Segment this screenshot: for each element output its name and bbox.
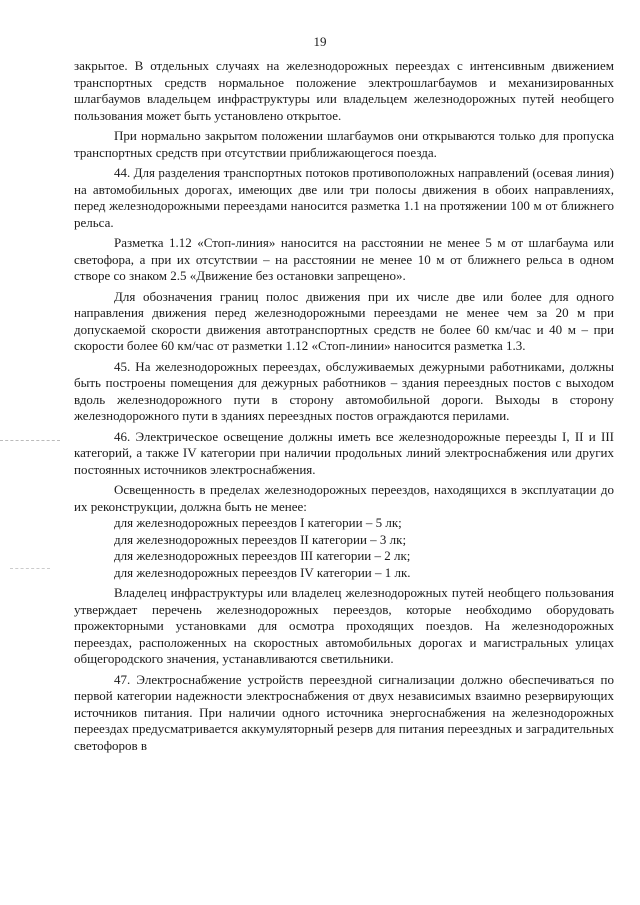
list-item: для железнодорожных переездов II категории – 3 лк; [114, 531, 407, 547]
paragraph: При нормально закрытом положении шлагбаумов они открываются только для пропуска транспортных средств при отсутствии приближающегося поезда. [74, 128, 614, 160]
paragraph: 44. Для разделения транспортных потоков противоположных направлений (осевая линия) на автомобильных дорогах, имеющих две или три полосы движения в обоих направлениях, перед железнодорожными переездами наносится разметка 1.1 на протяжении 100 м от ближнего рельса. [74, 165, 614, 230]
paragraph: 45. На железнодорожных переездах, обслуживаемых дежурными работниками, должны быть построены помещения для дежурных работников – здания переездных постов с выходом вдоль железнодорожного пути в сторону автомобильной дороги. Выходы в сторону железнодорожного пути в зданиях переездных постов ограждаются перилами. [74, 358, 614, 423]
margin-mark [0, 440, 60, 442]
paragraph: 47. Электроснабжение устройств переездной сигнализации должно обеспечиваться по первой категории надежности электроснабжения от двух независимых взаимно резервирующих источников питания. При наличии одного источника энергоснабжения на железнодорожных переездах предусматривается аккумуляторный резерв для питания переездных и заградительных светофоров в [74, 671, 614, 753]
list-item: для железнодорожных переездов IV категории – 1 лк. [114, 564, 411, 580]
paragraph: Владелец инфраструктуры или владелец железнодорожных путей необщего пользования утверждает перечень железнодорожных переездов, которые необходимо оборудовать прожекторными установками для осмотра проходящих поездов. На железнодорожных переездах, расположенных на скоростных автомобильных дорогах и магистральных улицах общегородского значения, устанавливаются светильники. [74, 585, 614, 666]
document-body [74, 58, 614, 758]
list-item: для железнодорожных переездов III категории – 2 лк; [114, 548, 411, 563]
paragraph: закрытое. В отдельных случаях на железнодорожных переездах с интенсивным движением транспортных средств нормальное положение электрошлагбаумов и механизированных шлагбаумов владельцем инфраструктуры или владельцем железнодорожных путей необщего пользования может быть установлено открытое. [74, 58, 614, 123]
page-number: 19 [313, 34, 327, 49]
paragraph: Для обозначения границ полос движения при их числе две или более для одного направления движения перед железнодорожными переездами не менее чем за 20 м при допускаемой скорости движения автотранспортных средств не более 60 км/час и 40 м – при скорости более 60 км/час от разметки 1.12 «Стоп-линии» наносится разметка 1.3. [74, 288, 614, 353]
paragraph: Разметка 1.12 «Стоп-линия» наносится на расстоянии не менее 5 м от шлагбаума или светофора, а при их отсутствии – на расстоянии не менее 10 м от ближнего рельса в одном створе со знаком 2.5 «Движение без остановки запрещено». [74, 235, 614, 283]
margin-mark [10, 568, 50, 570]
paragraph: 46. Электрическое освещение должны иметь все железнодорожные переезды I, II и III категорий, а также IV категории при наличии продольных линий электроснабжения или других постоянных источников электроснабжения. [74, 428, 614, 477]
list-item: для железнодорожных переездов I категории – 5 лк; [114, 515, 402, 530]
paragraph: Освещенность в пределах железнодорожных переездов, находящихся в эксплуатации до их реконструкции, должна быть не менее: [74, 482, 614, 514]
